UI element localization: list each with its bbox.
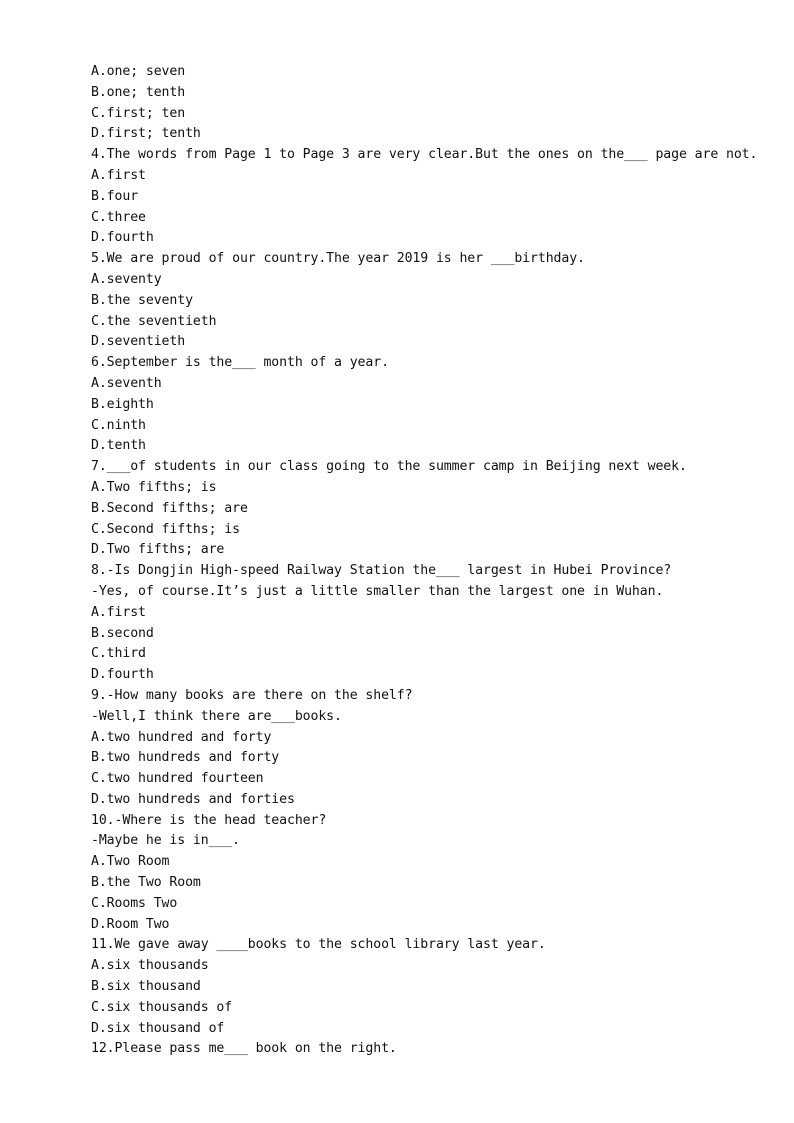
text-line: A.first [91, 604, 146, 620]
text-line: D.six thousand of [91, 1020, 225, 1036]
text-line: 5.We are proud of our country.The year 2019 is her ___birthday. [91, 251, 585, 267]
text-line: D.tenth [91, 438, 146, 454]
text-line: A.Two Room [91, 854, 170, 870]
text-line: A.two hundred and forty [91, 729, 272, 745]
text-line: B.four [91, 188, 139, 204]
text-line: 8.-Is Dongjin High-speed Railway Station the___ largest in Hubei Province? [91, 563, 672, 579]
text-line: B.one; tenth [91, 84, 186, 100]
text-line: 6.September is the___ month of a year. [91, 355, 389, 371]
text-line: A.first [91, 167, 146, 183]
text-line: 7.___of students in our class going to the summer camp in Beijing next week. [91, 459, 687, 475]
text-line: -Maybe he is in___. [91, 833, 240, 849]
text-line: C.Second fifths; is [91, 521, 240, 537]
text-line: C.first; ten [91, 105, 186, 121]
text-line: A.seventy [91, 271, 162, 287]
text-line: D.first; tenth [91, 126, 201, 142]
text-line: -Well,I think there are___books. [91, 708, 342, 724]
text-line: C.two hundred fourteen [91, 771, 264, 787]
text-line: 4.The words from Page 1 to Page 3 are very clear.But the ones on the___ page are not. [91, 147, 758, 163]
text-line: B.second [91, 625, 154, 641]
text-line: B.Second fifths; are [91, 500, 248, 516]
text-line: A.seventh [91, 375, 162, 391]
text-line: 9.-How many books are there on the shelf? [91, 687, 413, 703]
text-line: D.two hundreds and forties [91, 791, 295, 807]
text-line: 11.We gave away ____books to the school library last year. [91, 937, 546, 953]
text-line: D.Room Two [91, 916, 170, 932]
text-line: 10.-Where is the head teacher? [91, 812, 327, 828]
text-line: C.third [91, 646, 146, 662]
text-line: B.eighth [91, 396, 154, 412]
text-line: A.six thousands [91, 958, 209, 974]
text-line: -Yes, of course.It’s just a little smaller than the largest one in Wuhan. [91, 583, 664, 599]
text-line: C.six thousands of [91, 999, 233, 1015]
document-page [91, 62, 758, 1060]
text-line: D.fourth [91, 667, 154, 683]
text-line: B.two hundreds and forty [91, 750, 280, 766]
text-line: C.the seventieth [91, 313, 217, 329]
text-line: C.Rooms Two [91, 895, 178, 911]
text-line: C.three [91, 209, 146, 225]
text-line: A.one; seven [91, 64, 186, 79]
text-line: B.the seventy [91, 292, 193, 308]
text-line: B.six thousand [91, 979, 201, 995]
text-line: A.Two fifths; is [91, 479, 217, 495]
text-line: 12.Please pass me___ book on the right. [91, 1041, 397, 1057]
text-line: C.ninth [91, 417, 146, 433]
text-line: B.the Two Room [91, 875, 201, 891]
text-line: D.Two fifths; are [91, 542, 225, 558]
text-line: D.fourth [91, 230, 154, 246]
text-line: D.seventieth [91, 334, 186, 350]
